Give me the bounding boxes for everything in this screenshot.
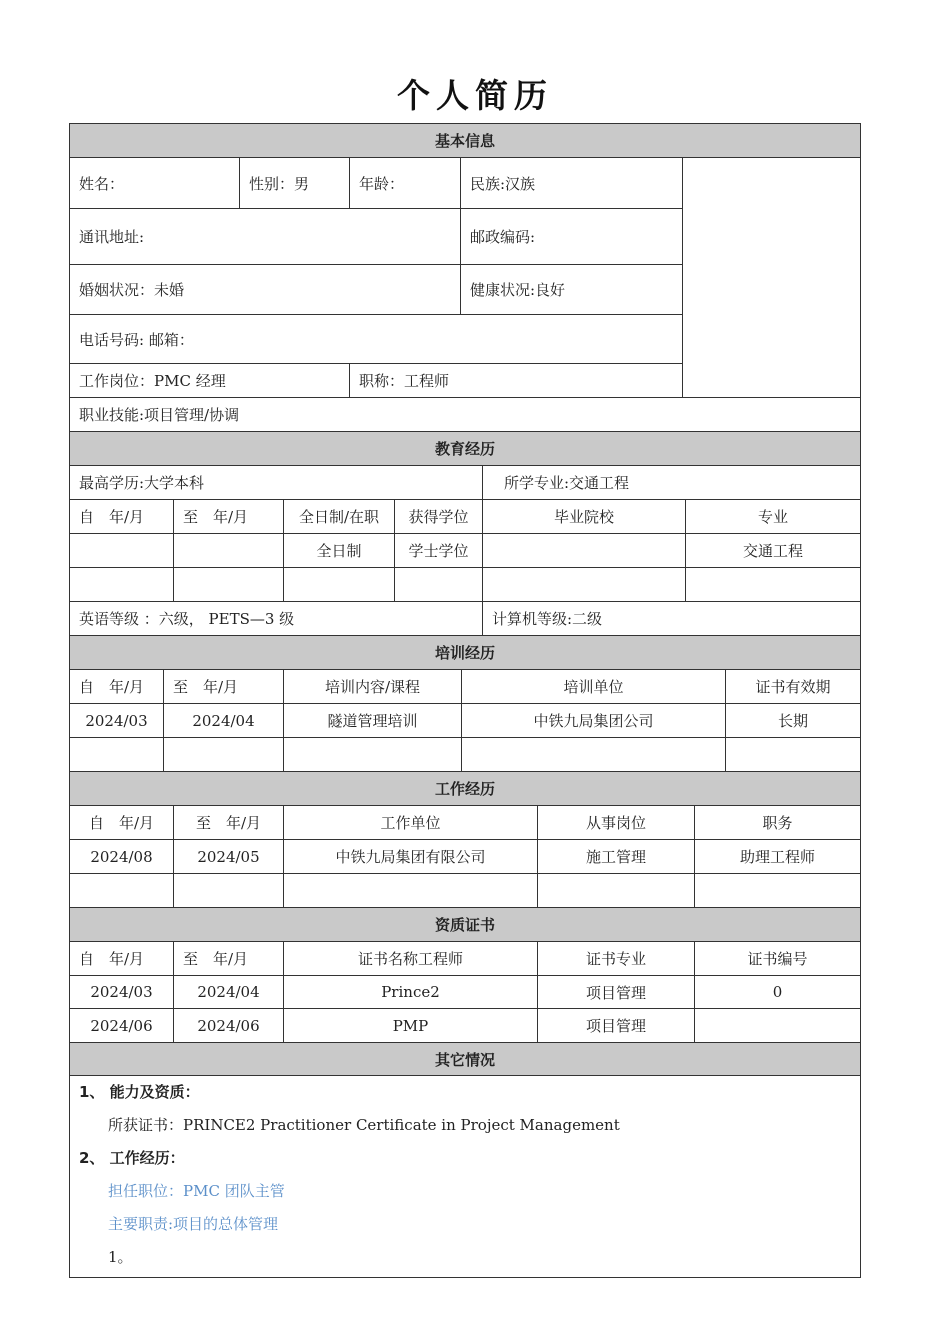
section-header-training: 培训经历 bbox=[69, 635, 861, 670]
edu-col-degree: 获得学位 bbox=[394, 499, 483, 534]
cert-row2-specialty: 项目管理 bbox=[537, 1008, 695, 1043]
work-col-duty: 职务 bbox=[694, 805, 861, 840]
section-header-certificates: 资质证书 bbox=[69, 907, 861, 942]
train-row2-unit bbox=[461, 737, 726, 772]
major-studied-field: 所学专业:交通工程 bbox=[482, 465, 861, 500]
work-row2-employer bbox=[283, 873, 538, 908]
edu-col-school: 毕业院校 bbox=[482, 499, 686, 534]
edu-row1-from bbox=[69, 533, 174, 568]
work-col-post: 从事岗位 bbox=[537, 805, 695, 840]
section-header-education: 教育经历 bbox=[69, 431, 861, 466]
other-info-box bbox=[69, 1075, 861, 1278]
train-col-validity: 证书有效期 bbox=[725, 669, 861, 704]
work-row1-employer: 中铁九局集团有限公司 bbox=[283, 839, 538, 874]
health-status-field: 健康状况:良好 bbox=[460, 264, 683, 315]
marital-status-field: 婚姻状况：未婚 bbox=[69, 264, 461, 315]
edu-col-from: 自 年/月 bbox=[69, 499, 174, 534]
edu-row2-degree bbox=[394, 567, 483, 602]
cert-col-to: 至 年/月 bbox=[173, 941, 284, 976]
computer-level-field: 计算机等级:二级 bbox=[482, 601, 861, 636]
work-col-from: 自 年/月 bbox=[69, 805, 174, 840]
edu-col-major: 专业 bbox=[685, 499, 861, 534]
train-row2-to bbox=[163, 737, 284, 772]
train-row2-content bbox=[283, 737, 462, 772]
train-row1-validity: 长期 bbox=[725, 703, 861, 738]
cert-row1-number: 0 bbox=[694, 975, 861, 1009]
role-line: 担任职位：PMC 团队主管 bbox=[108, 1182, 285, 1200]
skills-field: 职业技能:项目管理/协调 bbox=[69, 397, 861, 432]
train-col-unit: 培训单位 bbox=[461, 669, 726, 704]
cert-col-number: 证书编号 bbox=[694, 941, 861, 976]
section-header-work: 工作经历 bbox=[69, 771, 861, 806]
gender-field: 性别：男 bbox=[239, 157, 350, 209]
list-item-1: 1。 bbox=[108, 1248, 133, 1266]
train-row1-to: 2024/04 bbox=[163, 703, 284, 738]
edu-row2-school bbox=[482, 567, 686, 602]
age-field: 年龄： bbox=[349, 157, 461, 209]
section-header-basic-info: 基本信息 bbox=[69, 123, 861, 158]
work-row1-from: 2024/08 bbox=[69, 839, 174, 874]
highest-degree-field: 最高学历:大学本科 bbox=[69, 465, 483, 500]
cert-row2-number bbox=[694, 1008, 861, 1043]
job-position-field: 工作岗位：PMC 经理 bbox=[69, 363, 350, 398]
train-row2-validity bbox=[725, 737, 861, 772]
ethnicity-field: 民族:汉族 bbox=[460, 157, 683, 209]
train-col-content: 培训内容/课程 bbox=[283, 669, 462, 704]
cert-row2-from: 2024/06 bbox=[69, 1008, 174, 1043]
edu-col-study-mode: 全日制/在职 bbox=[283, 499, 395, 534]
cert-row2-to: 2024/06 bbox=[173, 1008, 284, 1043]
contact-field: 电话号码: 邮箱： bbox=[69, 314, 683, 364]
ability-heading: 1、 能力及资质： bbox=[79, 1083, 200, 1101]
train-row1-unit: 中铁九局集团公司 bbox=[461, 703, 726, 738]
cert-col-name: 证书名称工程师 bbox=[283, 941, 538, 976]
edu-col-to: 至 年/月 bbox=[173, 499, 284, 534]
edu-row2-study-mode bbox=[283, 567, 395, 602]
duty-line: 主要职责:项目的总体管理 bbox=[108, 1215, 279, 1233]
edu-row2-to bbox=[173, 567, 284, 602]
address-field: 通讯地址: bbox=[69, 208, 461, 265]
postcode-field: 邮政编码: bbox=[460, 208, 683, 265]
edu-row2-major bbox=[685, 567, 861, 602]
english-level-field: 英语等级 ：六级， PETS—3 级 bbox=[69, 601, 483, 636]
train-row2-from bbox=[69, 737, 164, 772]
cert-col-from: 自 年/月 bbox=[69, 941, 174, 976]
work-history-heading: 2、 工作经历： bbox=[79, 1149, 185, 1167]
cert-row2-name: PMP bbox=[283, 1008, 538, 1043]
work-col-employer: 工作单位 bbox=[283, 805, 538, 840]
edu-row1-school bbox=[482, 533, 686, 568]
cert-row1-name: Prince2 bbox=[283, 975, 538, 1009]
edu-row1-study-mode: 全日制 bbox=[283, 533, 395, 568]
work-row1-to: 2024/05 bbox=[173, 839, 284, 874]
train-row1-from: 2024/03 bbox=[69, 703, 164, 738]
work-row2-from bbox=[69, 873, 174, 908]
edu-row2-from bbox=[69, 567, 174, 602]
job-title-field: 职称：工程师 bbox=[349, 363, 683, 398]
cert-row1-specialty: 项目管理 bbox=[537, 975, 695, 1009]
cert-row1-from: 2024/03 bbox=[69, 975, 174, 1009]
edu-row1-major: 交通工程 bbox=[685, 533, 861, 568]
work-row1-duty: 助理工程师 bbox=[694, 839, 861, 874]
work-row2-duty bbox=[694, 873, 861, 908]
cert-row1-to: 2024/04 bbox=[173, 975, 284, 1009]
edu-row1-to bbox=[173, 533, 284, 568]
section-header-other: 其它情况 bbox=[69, 1042, 861, 1076]
work-col-to: 至 年/月 bbox=[173, 805, 284, 840]
name-field: 姓名： bbox=[69, 157, 240, 209]
resume-title: 个人简历 bbox=[397, 76, 553, 115]
photo-box bbox=[682, 157, 861, 398]
train-col-from: 自 年/月 bbox=[69, 669, 164, 704]
work-row1-post: 施工管理 bbox=[537, 839, 695, 874]
train-row1-content: 隧道管理培训 bbox=[283, 703, 462, 738]
edu-row1-degree: 学士学位 bbox=[394, 533, 483, 568]
cert-col-specialty: 证书专业 bbox=[537, 941, 695, 976]
work-row2-post bbox=[537, 873, 695, 908]
certificate-line: 所获证书：PRINCE2 Practitioner Certificate in Project Management bbox=[108, 1116, 620, 1134]
work-row2-to bbox=[173, 873, 284, 908]
train-col-to: 至 年/月 bbox=[163, 669, 284, 704]
